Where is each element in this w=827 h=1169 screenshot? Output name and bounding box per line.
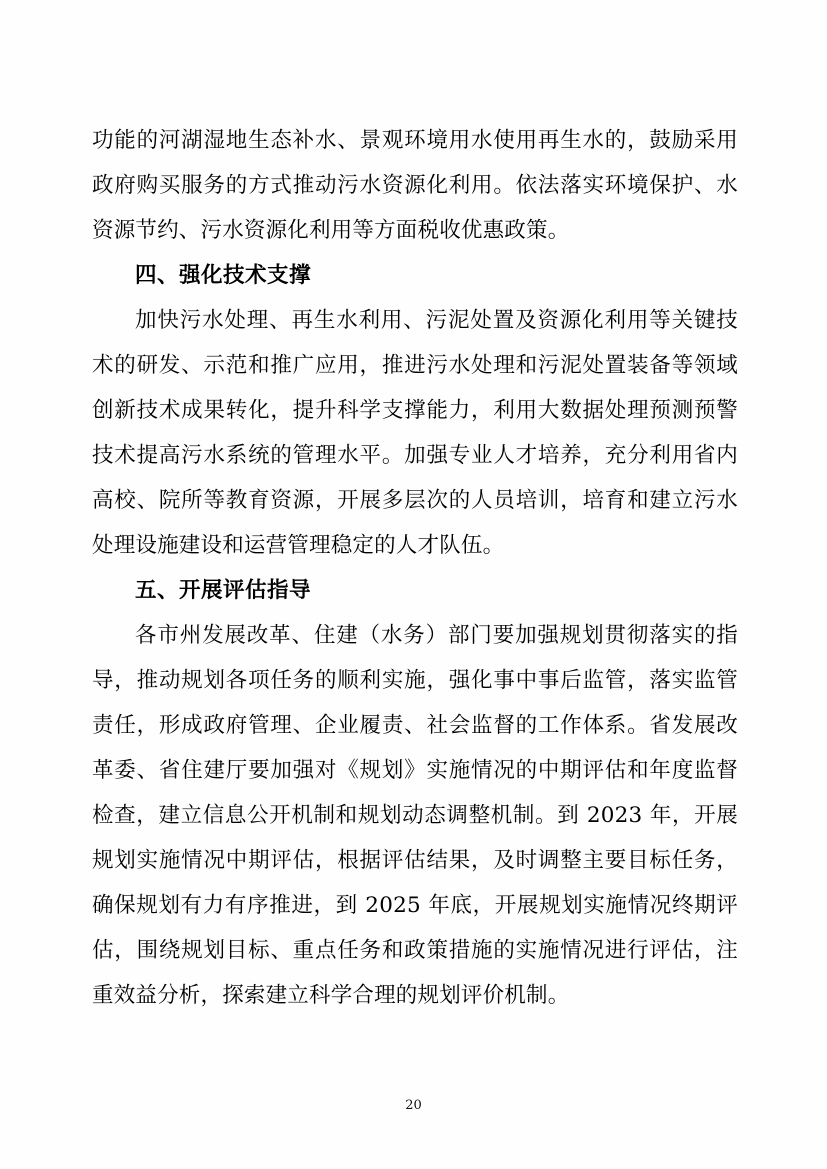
section-heading-four: 四、强化技术支撑 [135,263,312,288]
paragraph-continued: 功能的河湖湿地生态补水、景观环境用水使用再生水的，鼓励采用政府购买服务的方式推动污水资源化利用。依法落实环境保护、水资源节约、污水资源化利用等方面税收优惠政策。 [92,128,738,243]
paragraph-technology-support: 加快污水处理、再生水利用、污泥处置及资源化利用等关键技术的研发、示范和推广应用，推进污水处理和污泥处置装备等领域创新技术成果转化，提升科学支撑能力，利用大数据处理预测预警技术提高污水系统的管理水平。加强专业人才培养，充分利用省内高校、院所等教育资源，开展多层次的人员培训，培育和建立污水处理设施建设和运营管理稳定的人才队伍。 [92,308,738,558]
section-heading-five: 五、开展评估指导 [135,578,312,603]
page-content [92,118,738,1018]
page-number: 20 [405,1098,422,1113]
paragraph-evaluation-guidance: 各市州发展改革、住建（水务）部门要加强规划贯彻落实的指导，推动规划各项任务的顺利实施，强化事中事后监管，落实监管责任，形成政府管理、企业履责、社会监督的工作体系。省发展改革委、省住建厅要加强对《规划》实施情况的中期评估和年度监督检查，建立信息公开机制和规划动态调整机制。到 2023 年，开展规划实施情况中期评估，根据评估结果，及时调整主要目标任务，确保规划有力有序推进，到 2025 年底，开展规划实施情况终期评估，围绕规划目标、重点任务和政策措施的实施情况进行评估，注重效益分析，探索建立科学合理的规划评价机制。 [92,623,738,1008]
